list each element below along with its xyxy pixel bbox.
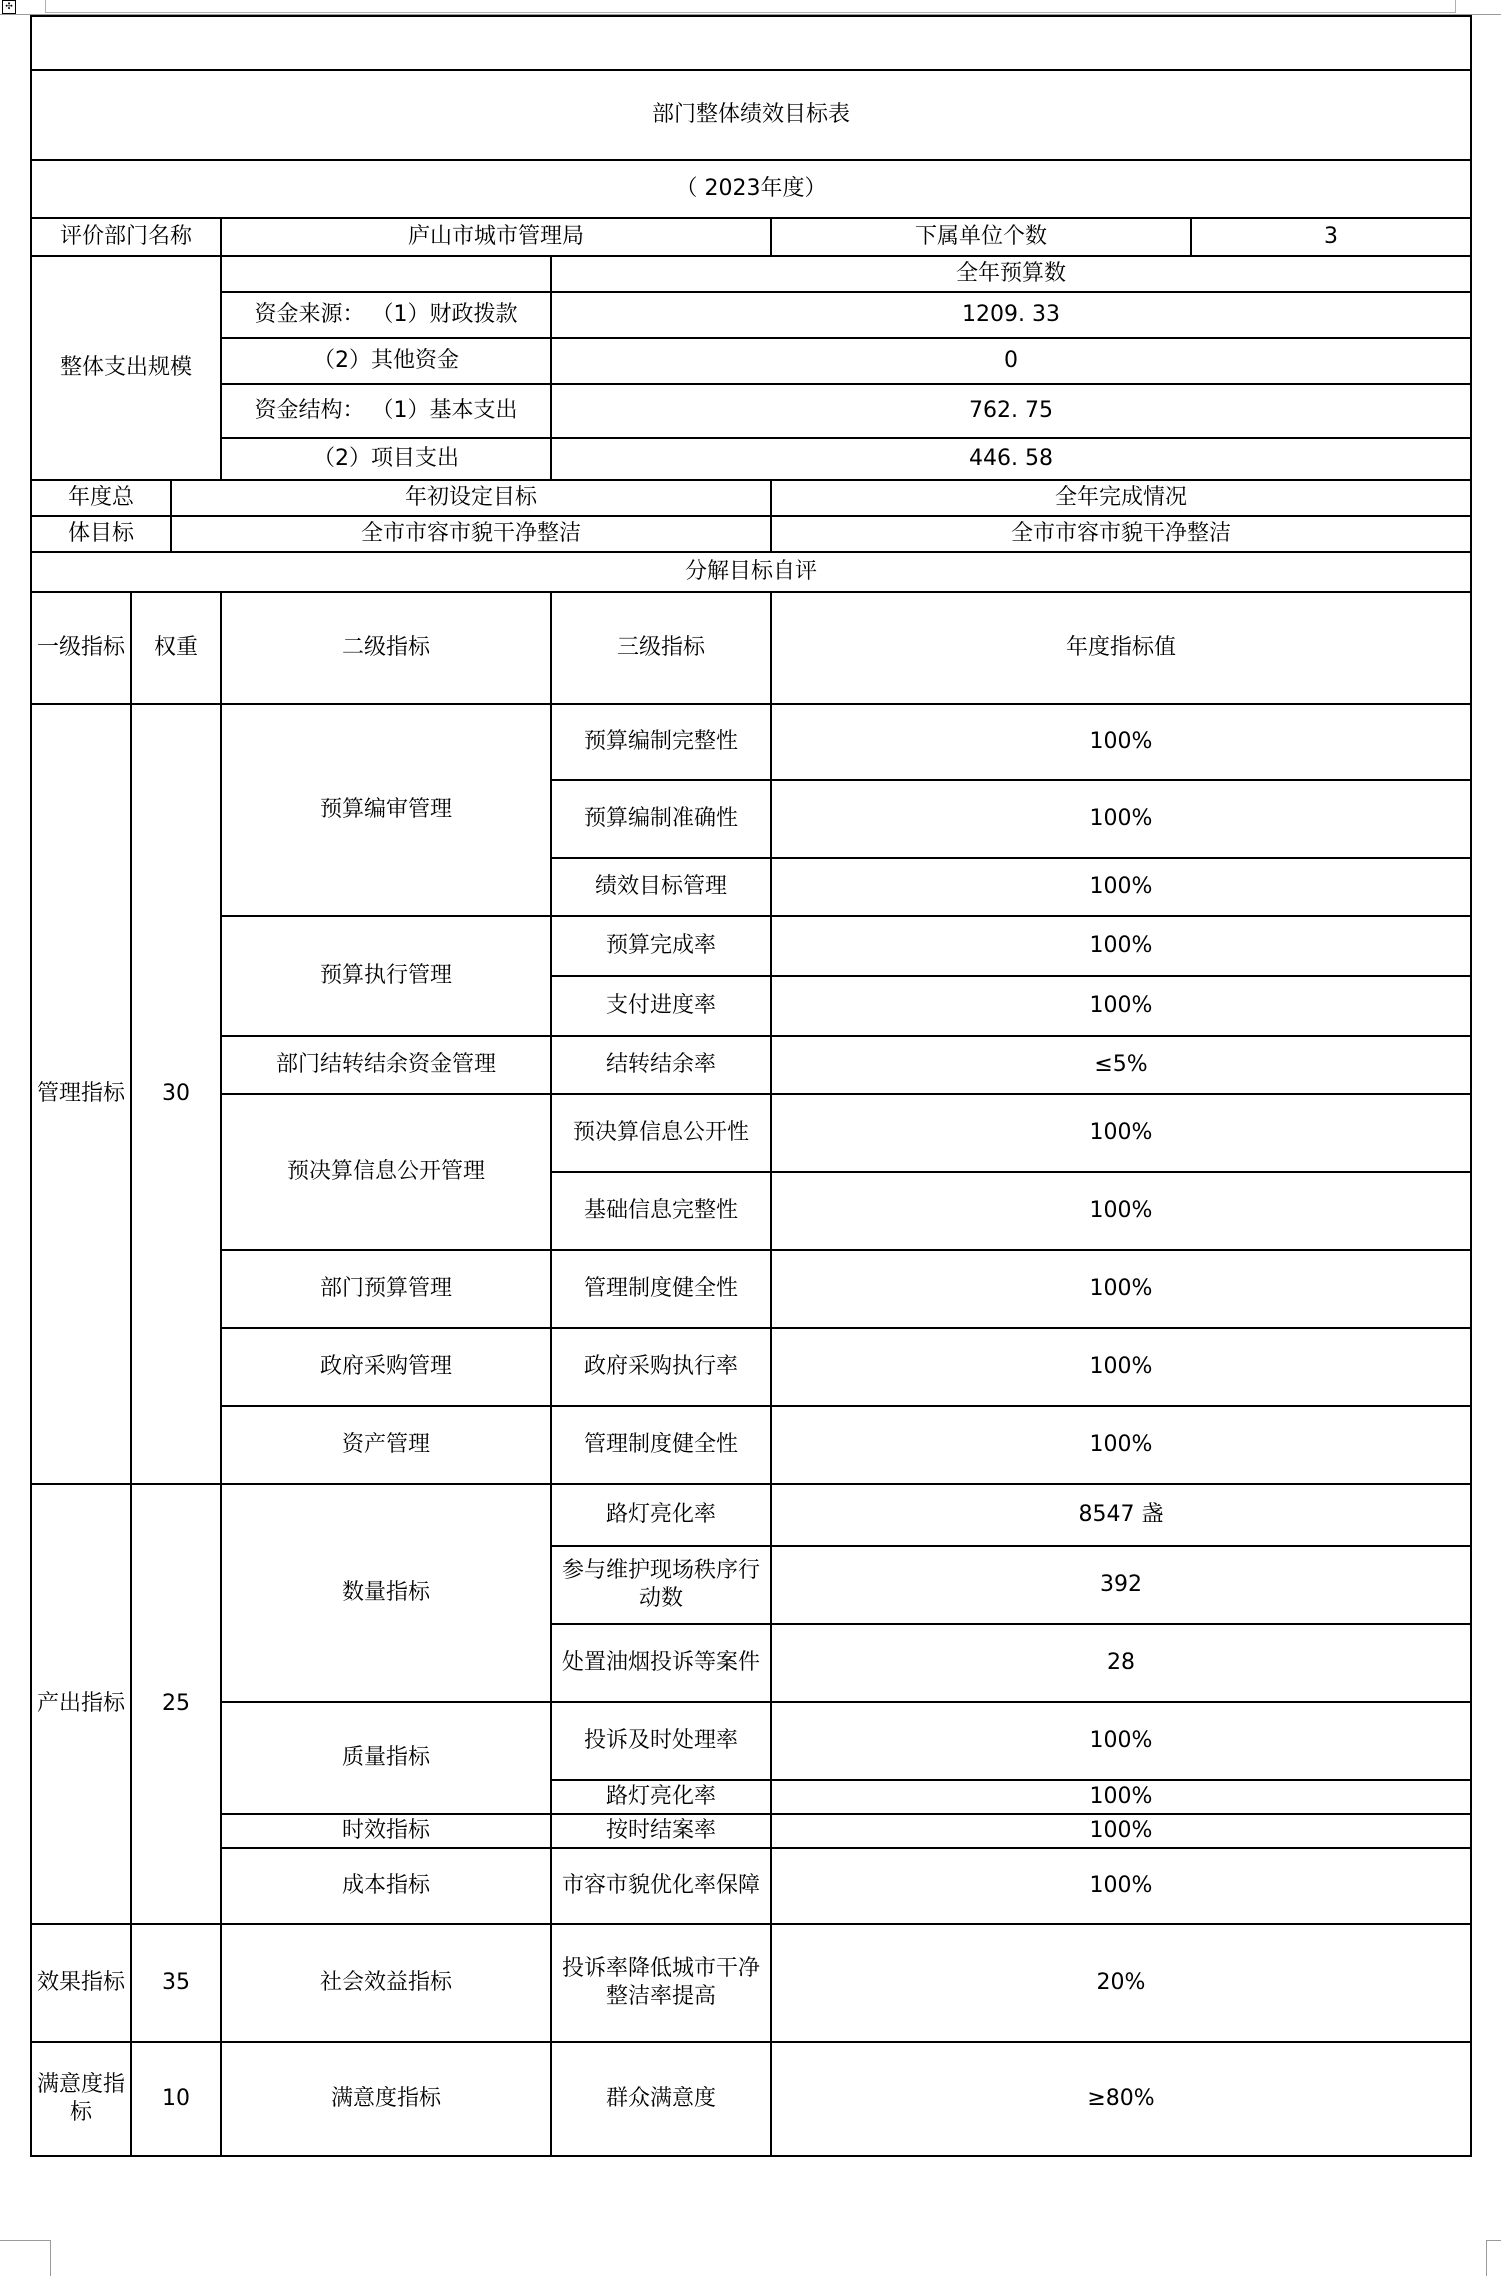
level2-timeliness: 时效指标 (221, 1814, 551, 1848)
document-page (30, 15, 1470, 2215)
weight-output: 25 (131, 1484, 221, 1924)
value-cell: 100% (771, 1328, 1471, 1406)
level2-cost: 成本指标 (221, 1848, 551, 1924)
value-cell: ≤5% (771, 1036, 1471, 1094)
value-cell: 100% (771, 1848, 1471, 1924)
budget-row-label: （2）其他资金 (221, 338, 551, 384)
year-label: （ 2023年度） (31, 160, 1471, 218)
level3-cell: 处置油烟投诉等案件 (551, 1624, 771, 1702)
level3-cell: 群众满意度 (551, 2042, 771, 2156)
budget-row-label: （2）项目支出 (221, 438, 551, 480)
sub-unit-count-label: 下属单位个数 (771, 218, 1191, 256)
sub-unit-count-value: 3 (1191, 218, 1471, 256)
annual-completion-value: 全市市容市貌干净整洁 (771, 516, 1471, 552)
value-cell: 100% (771, 976, 1471, 1036)
value-cell: 28 (771, 1624, 1471, 1702)
table-move-handle-icon[interactable]: ✣ (2, 0, 16, 14)
level2-header: 二级指标 (221, 592, 551, 704)
budget-header-right: 全年预算数 (551, 256, 1471, 292)
page-title: 部门整体绩效目标表 (31, 70, 1471, 160)
level2-budget-prep: 预算编审管理 (221, 704, 551, 916)
level2-dept-budget: 部门预算管理 (221, 1250, 551, 1328)
level3-cell: 基础信息完整性 (551, 1172, 771, 1250)
level3-cell: 管理制度健全性 (551, 1406, 771, 1484)
annual-completion-header: 全年完成情况 (771, 480, 1471, 516)
value-cell: 100% (771, 704, 1471, 780)
level3-cell: 政府采购执行率 (551, 1328, 771, 1406)
budget-row-value: 1209. 33 (551, 292, 1471, 338)
budget-row-value: 762. 75 (551, 384, 1471, 438)
value-header: 年度指标值 (771, 592, 1471, 704)
level3-cell: 预决算信息公开性 (551, 1094, 771, 1172)
annual-target-label-line1: 年度总 (31, 480, 171, 516)
page-corner-right (1486, 2240, 1501, 2276)
level2-disclosure: 预决算信息公开管理 (221, 1094, 551, 1250)
weight-satisfaction: 10 (131, 2042, 221, 2156)
level3-cell: 参与维护现场秩序行动数 (551, 1546, 771, 1624)
value-cell: 20% (771, 1924, 1471, 2042)
level3-cell: 支付进度率 (551, 976, 771, 1036)
page-edge (45, 0, 1456, 13)
level3-cell: 市容市貌优化率保障 (551, 1848, 771, 1924)
budget-scale-label: 整体支出规模 (31, 256, 221, 480)
level3-cell: 预算完成率 (551, 916, 771, 976)
level2-quantity: 数量指标 (221, 1484, 551, 1702)
value-cell: 100% (771, 1702, 1471, 1780)
annual-initial-header: 年初设定目标 (171, 480, 771, 516)
value-cell: 100% (771, 916, 1471, 976)
weight-effect: 35 (131, 1924, 221, 2042)
value-cell: 100% (771, 1406, 1471, 1484)
blank-header-row (31, 16, 1471, 70)
budget-row-value: 446. 58 (551, 438, 1471, 480)
value-cell: 100% (771, 1250, 1471, 1328)
value-cell: 392 (771, 1546, 1471, 1624)
page-corner-left (0, 2240, 51, 2276)
value-cell: 100% (771, 780, 1471, 858)
level2-assets: 资产管理 (221, 1406, 551, 1484)
weight-management: 30 (131, 704, 221, 1484)
level1-management: 管理指标 (31, 704, 131, 1484)
level2-budget-exec: 预算执行管理 (221, 916, 551, 1036)
level3-cell: 预算编制完整性 (551, 704, 771, 780)
level3-cell: 投诉及时处理率 (551, 1702, 771, 1780)
level3-cell: 管理制度健全性 (551, 1250, 771, 1328)
value-cell: 8547 盏 (771, 1484, 1471, 1546)
level3-cell: 路灯亮化率 (551, 1780, 771, 1814)
value-cell: 100% (771, 1094, 1471, 1172)
level3-cell: 预算编制准确性 (551, 780, 771, 858)
value-cell: ≥80% (771, 2042, 1471, 2156)
level2-social: 社会效益指标 (221, 1924, 551, 2042)
ruler-bar (0, 0, 1501, 15)
level1-effect: 效果指标 (31, 1924, 131, 2042)
budget-row-label: 资金来源： （1）财政拨款 (221, 292, 551, 338)
level2-satisfaction: 满意度指标 (221, 2042, 551, 2156)
annual-initial-value: 全市市容市貌干净整洁 (171, 516, 771, 552)
level1-output: 产出指标 (31, 1484, 131, 1924)
level3-header: 三级指标 (551, 592, 771, 704)
level3-cell: 绩效目标管理 (551, 858, 771, 916)
level2-procurement: 政府采购管理 (221, 1328, 551, 1406)
dept-name-value: 庐山市城市管理局 (221, 218, 771, 256)
weight-header: 权重 (131, 592, 221, 704)
budget-row-value: 0 (551, 338, 1471, 384)
level2-carryover: 部门结转结余资金管理 (221, 1036, 551, 1094)
level3-cell: 结转结余率 (551, 1036, 771, 1094)
budget-header-left (221, 256, 551, 292)
level2-quality: 质量指标 (221, 1702, 551, 1814)
level3-cell: 按时结案率 (551, 1814, 771, 1848)
level3-cell: 路灯亮化率 (551, 1484, 771, 1546)
level1-satisfaction: 满意度指标 (31, 2042, 131, 2156)
performance-table (30, 15, 1472, 2157)
level1-header: 一级指标 (31, 592, 131, 704)
value-cell: 100% (771, 1780, 1471, 1814)
annual-target-label-line2: 体目标 (31, 516, 171, 552)
value-cell: 100% (771, 1172, 1471, 1250)
value-cell: 100% (771, 858, 1471, 916)
breakdown-header: 分解目标自评 (31, 552, 1471, 592)
value-cell: 100% (771, 1814, 1471, 1848)
budget-row-label: 资金结构： （1）基本支出 (221, 384, 551, 438)
dept-name-label: 评价部门名称 (31, 218, 221, 256)
level3-cell: 投诉率降低城市干净整洁率提高 (551, 1924, 771, 2042)
